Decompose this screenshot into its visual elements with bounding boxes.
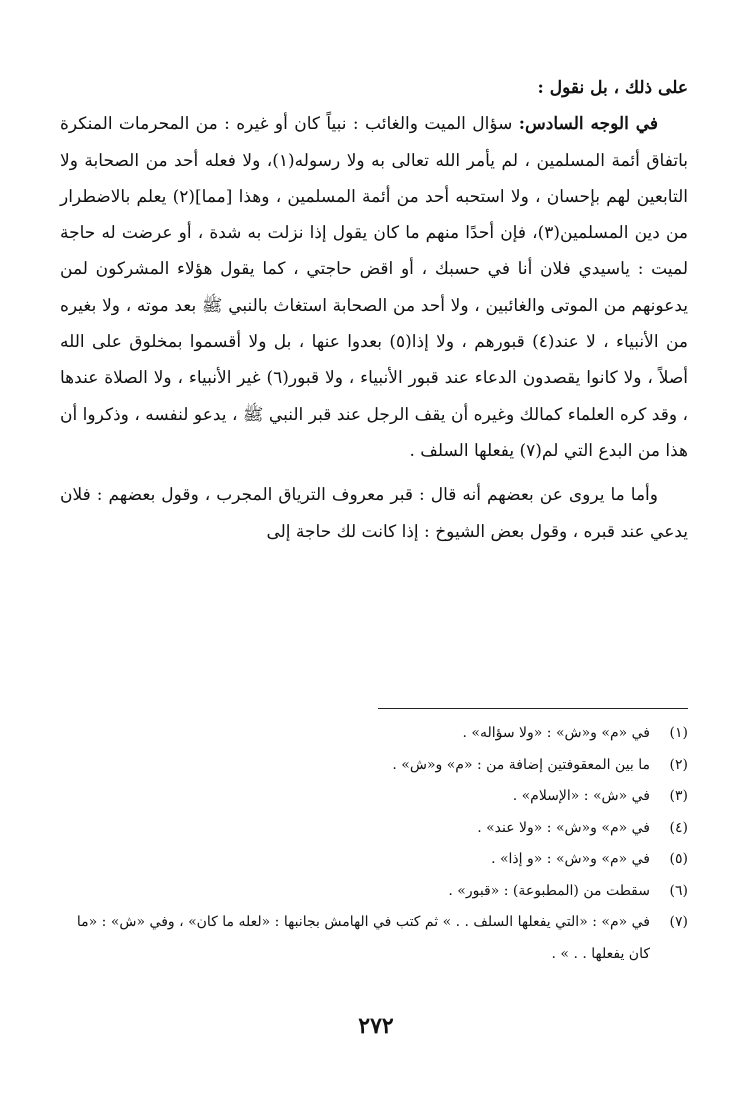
paragraph-reports (60, 477, 688, 550)
footnote-number: (٣) (669, 788, 688, 804)
footnote (60, 844, 688, 876)
footnote-text: ما بين المعقوفتين إضافة من : «م» و«ش» . (392, 756, 650, 773)
footnote (60, 718, 688, 750)
footnote-text: في «م» و«ش» : «ولا عند» . (477, 819, 650, 836)
footnote-text: في «م» : «التي يفعلها السلف . . » ثم كتب في الهامش بجانبها : «لعله ما كان» ، وفي «ش» : «ما كان يفعلها . . » . (76, 914, 650, 962)
footnote-number: (١) (669, 725, 688, 741)
footnotes (60, 718, 688, 970)
footnote-number: (٥) (669, 851, 688, 867)
footnote-number: (٦) (669, 882, 688, 899)
footnote-text: في «م» و«ش» : «ولا سؤاله» . (462, 725, 650, 741)
opening-line (60, 70, 688, 106)
footnote (60, 876, 688, 908)
footnote-text: في «ش» : «الإسلام» . (512, 788, 650, 804)
footnote (60, 907, 688, 970)
paragraph-body: سؤال الميت والغائب : نبياً كان أو غيره : من المحرمات المنكرة باتفاق أئمة المسلمين ، لم يأمر الله تعالى به ولا رسوله(١)، ولا فعله أحد من الصحابة ولا التابعين لهم بإحسان ، ولا استحبه أحد من أئمة المسلمين ، وهذا [مما](٢) يعلم بالاضطرار من دين المسلمين(٣)، فإن أحدًا منهم ما كان يقول إذا نزلت به شدة ، أو عرضت له حاجة لميت : ياسيدي فلان أنا في حسبك ، أو اقض حاجتي ، كما يقول هؤلاء المشركون لمن يدعونهم من الموتى والغائبين ، ولا أحد من الصحابة استغاث بالنبي ﷺ بعد موته ، ولا بغيره من الأنبياء ، لا عند(٤) قبورهم ، ولا إذا(٥) بعدوا عنها ، بل ولا أقسموا بمخلوق على الله أصلاً ، ولا كانوا يقصدون الدعاء عند قبور الأنبياء ، ولا قبور(٦) غير الأنبياء ، ولا الصلاة عندها ، وقد كره العلماء كمالك وغيره أن يقف الرجل عند قبر النبي ﷺ ، يدعو لنفسه ، وذكروا أن هذا من البدع التي لم(٧) يفعلها السلف . (60, 114, 688, 461)
paragraph-sixth-aspect (60, 106, 688, 469)
footnote-text: في «م» و«ش» : «و إذا» . (491, 851, 650, 867)
paragraph-gap (60, 469, 688, 477)
opening-line-text: على ذلك ، بل نقول : (537, 78, 688, 98)
footnote (60, 813, 688, 845)
footnote-number: (٢) (669, 756, 688, 773)
page-number: ٢٧٢ (358, 1013, 394, 1039)
footnote-number: (٧) (669, 914, 688, 930)
footnote (60, 750, 688, 782)
footnote-number: (٤) (669, 819, 688, 836)
paragraph-lead: في الوجه السادس: (518, 114, 658, 135)
paragraph-reports-text: وأما ما يروى عن بعضهم أنه قال : قبر معروف الترياق المجرب ، وقول بعضهم : فلان يدعي عند قبره ، وقول بعض الشيوخ : إذا كانت لك حاجة إلى (60, 485, 688, 542)
footnote-separator (378, 708, 688, 709)
footnote-text: سقطت من (المطبوعة) : «قبور» . (448, 882, 650, 899)
footnote (60, 781, 688, 813)
main-text (60, 70, 688, 550)
